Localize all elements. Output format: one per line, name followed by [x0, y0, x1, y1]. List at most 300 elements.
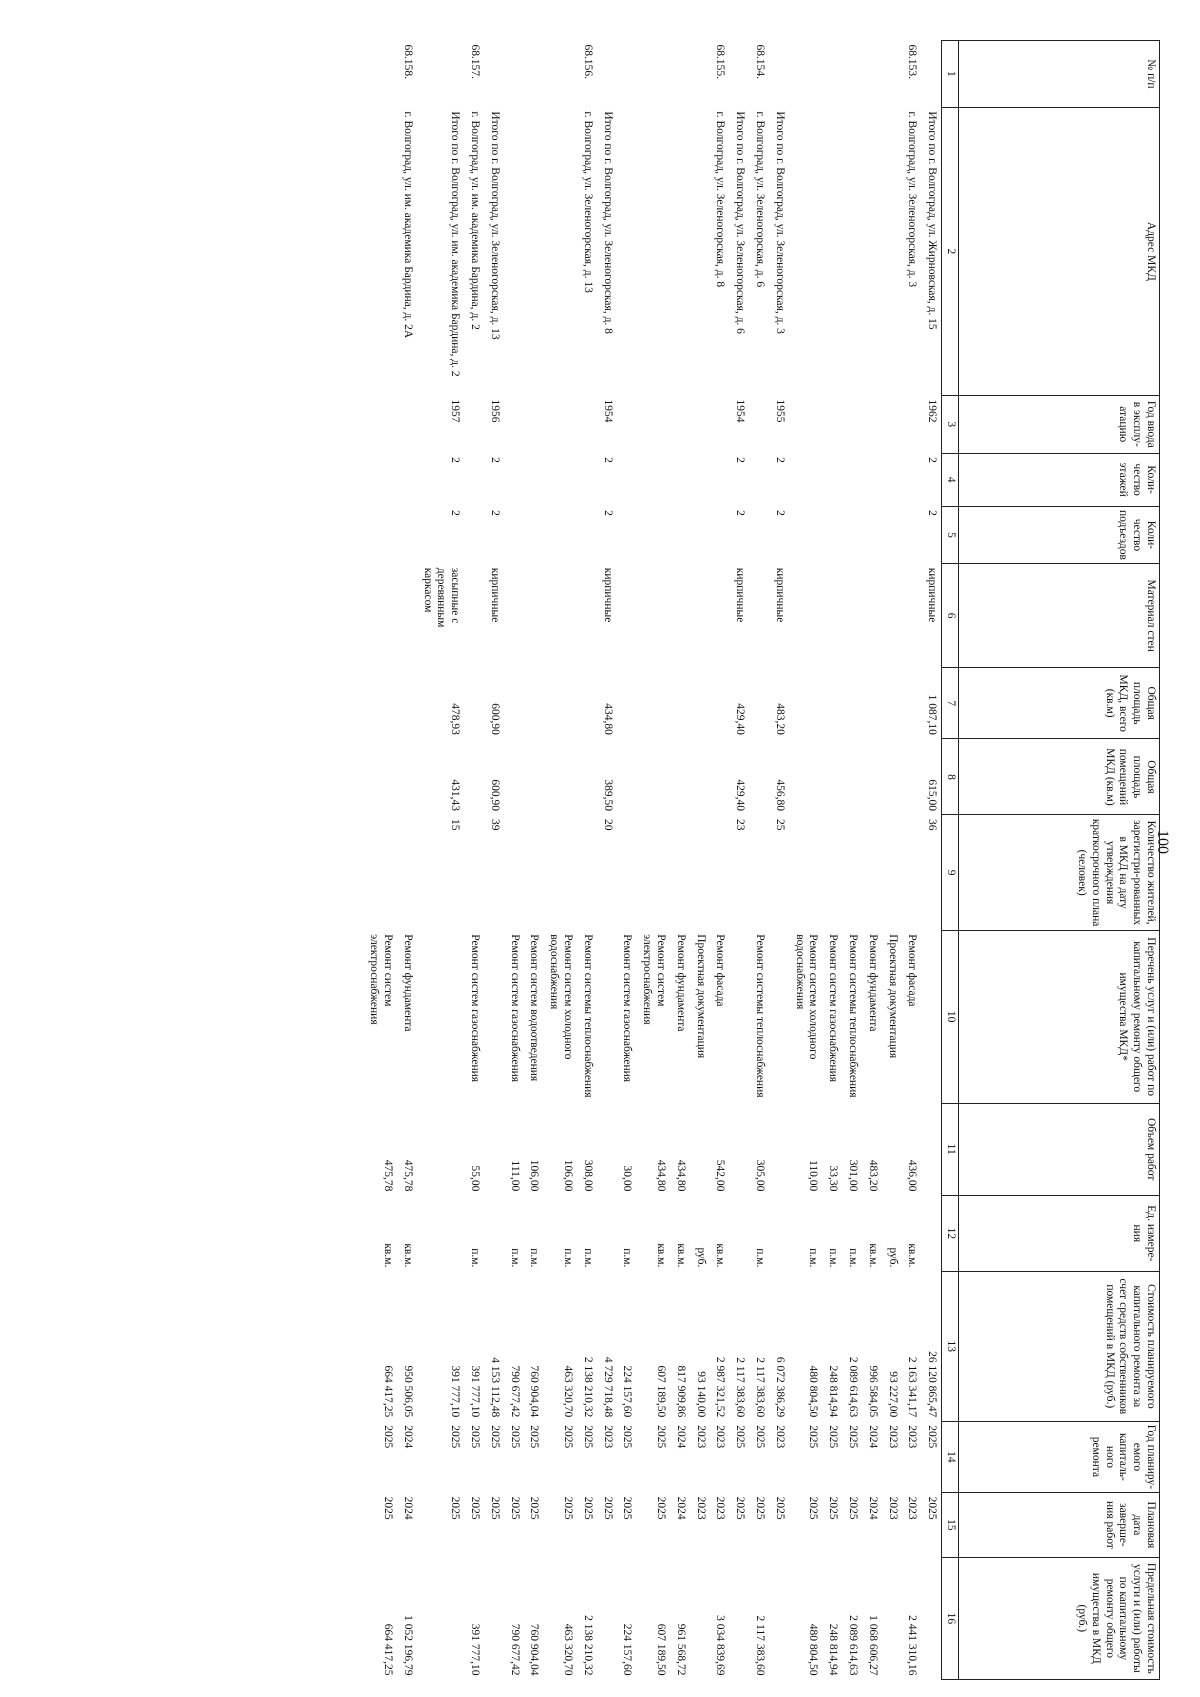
total-area	[882, 667, 902, 738]
wall-material	[504, 564, 524, 668]
residents-count	[636, 815, 670, 930]
planned-year: 2025	[488, 1425, 501, 1449]
work-volume: 111,00	[508, 1160, 521, 1192]
max-cost: 2 138 210,32	[581, 1615, 594, 1676]
row-number	[690, 41, 710, 108]
residents-count: 23	[734, 818, 747, 831]
max-cost: 248 814,94	[827, 1623, 840, 1676]
completion-date: 2024	[401, 1496, 414, 1520]
total-area: 483,20	[773, 703, 786, 735]
premises-area	[504, 739, 524, 815]
planned-cost: 2 987 321,52	[714, 1356, 727, 1418]
planned-year: 2025	[926, 1425, 939, 1449]
row-number	[789, 41, 823, 108]
year-built	[789, 395, 823, 453]
completion-date: 2025	[508, 1496, 521, 1520]
row-number	[822, 41, 842, 108]
total-row	[597, 41, 617, 1680]
max-cost: 2 441 310,16	[906, 1615, 919, 1676]
premises-area: 431,43	[449, 779, 462, 811]
planned-year: 2025	[508, 1425, 521, 1449]
row-number: 68.156.	[581, 44, 594, 79]
entrances-count	[524, 506, 544, 564]
planned-cost: 480 804,50	[807, 1365, 820, 1418]
column-number: 8	[942, 739, 959, 815]
work-volume: 110,00	[807, 1160, 820, 1192]
column-number: 5	[942, 506, 959, 564]
completion-date: 2025	[655, 1496, 668, 1520]
residents-count	[749, 815, 769, 930]
work-type: Ремонт фундамента	[401, 934, 414, 1032]
max-cost	[597, 1557, 617, 1679]
work-volume: 475,78	[382, 1159, 395, 1192]
year-built	[364, 395, 398, 453]
premises-area	[690, 739, 710, 815]
wall-material	[397, 564, 417, 668]
premises-area	[524, 739, 544, 815]
work-volume	[597, 1103, 617, 1195]
address: Итого по г. Волгоград, ул. Зеленогорская, д. 6	[734, 111, 747, 334]
column-number: 12	[942, 1195, 959, 1271]
residents-count	[902, 815, 922, 930]
completion-date: 2025	[528, 1496, 541, 1520]
table-row	[577, 41, 597, 1680]
premises-area	[882, 739, 902, 815]
year-built	[524, 395, 544, 453]
floors-count	[543, 453, 577, 506]
planned-cost: 6 072 386,29	[773, 1356, 786, 1418]
work-volume: 106,00	[528, 1159, 541, 1192]
floors-count	[822, 453, 842, 506]
residents-count	[524, 815, 544, 930]
floors-count	[749, 453, 769, 506]
column-header: Предельная стоимость услуги и (или) работы по капитальному ремонту общего имущества в МКД (руб.)	[959, 1557, 1160, 1679]
table-row	[690, 41, 710, 1680]
unit: п.м.	[562, 1248, 575, 1268]
year-built	[670, 395, 690, 453]
total-area	[710, 667, 730, 738]
planned-year: 2023	[601, 1425, 614, 1449]
work-volume	[729, 1103, 749, 1195]
row-number: 68.153.	[906, 44, 919, 79]
wall-material	[617, 564, 637, 668]
row-number: 68.154.	[754, 44, 767, 79]
wall-material	[543, 564, 577, 668]
total-area	[636, 667, 670, 738]
work-type	[417, 930, 464, 1103]
column-header: Стоимость планируемого капитального ремонта за счет средств собственников помещений в МКД (руб.)	[959, 1271, 1160, 1421]
address: Итого по г. Волгоград, ул. Зеленогорская, д. 3	[773, 111, 786, 334]
planned-cost: 93 140,00	[694, 1371, 707, 1418]
address	[364, 107, 398, 395]
floors-count	[670, 453, 690, 506]
floors-count	[464, 453, 484, 506]
planned-year: 2023	[773, 1425, 786, 1449]
table-row	[464, 41, 484, 1680]
table-row	[862, 41, 882, 1680]
unit: п.м.	[621, 1248, 634, 1268]
unit: кв.м.	[866, 1243, 879, 1268]
entrances-count	[504, 506, 524, 564]
entrances-count: 2	[773, 510, 786, 516]
wall-material	[822, 564, 842, 668]
work-type: Ремонт системы теплоснабжения	[581, 934, 594, 1098]
entrances-count: 2	[734, 510, 747, 516]
column-number: 7	[942, 667, 959, 738]
address	[524, 107, 544, 395]
repair-plan-table	[364, 40, 1161, 1680]
premises-area: 600,90	[488, 779, 501, 811]
wall-material: кирпичные	[601, 567, 614, 623]
residents-count: 36	[926, 818, 939, 831]
work-type: Ремонт системы теплоснабжения	[754, 934, 767, 1098]
work-volume: 305,00	[754, 1159, 767, 1192]
premises-area	[749, 739, 769, 815]
year-built: 1962	[926, 399, 939, 423]
column-number: 4	[942, 453, 959, 506]
planned-cost: 996 584,05	[866, 1365, 879, 1418]
wall-material	[464, 564, 484, 668]
completion-date: 2025	[807, 1496, 820, 1520]
year-built: 1954	[601, 399, 614, 423]
entrances-count: 2	[449, 510, 462, 516]
year-built	[577, 395, 597, 453]
completion-date: 2025	[562, 1496, 575, 1520]
completion-date: 2025	[734, 1496, 747, 1520]
table-row	[710, 41, 730, 1680]
row-number	[617, 41, 637, 108]
unit: кв.м.	[401, 1243, 414, 1268]
wall-material	[749, 564, 769, 668]
completion-date: 2023	[694, 1496, 707, 1520]
work-type: Ремонт систем холодного водоснабжения	[548, 934, 575, 1060]
premises-area	[842, 739, 862, 815]
work-type: Ремонт систем газоснабжения	[621, 934, 634, 1083]
table-row	[504, 41, 524, 1680]
table-row	[789, 41, 823, 1680]
unit	[417, 1195, 464, 1271]
work-volume: 55,00	[469, 1165, 482, 1192]
planned-year: 2024	[866, 1425, 879, 1449]
premises-area	[543, 739, 577, 815]
work-type: Ремонт систем холодного водоснабжения	[793, 934, 820, 1060]
unit: руб.	[886, 1247, 899, 1268]
floors-count	[862, 453, 882, 506]
floors-count	[842, 453, 862, 506]
work-type	[484, 930, 504, 1103]
unit: п.м.	[754, 1248, 767, 1268]
completion-date: 2025	[601, 1496, 614, 1520]
total-area	[504, 667, 524, 738]
premises-area	[636, 739, 670, 815]
unit: руб.	[694, 1247, 707, 1268]
column-header: Коли-чество подъездов	[959, 506, 1160, 564]
planned-cost: 2 163 341,17	[906, 1356, 919, 1418]
entrances-count	[364, 506, 398, 564]
year-built: 1955	[773, 399, 786, 423]
wall-material	[789, 564, 823, 668]
total-area	[862, 667, 882, 738]
year-built	[749, 395, 769, 453]
column-header: Ед. измере-ния	[959, 1195, 1160, 1271]
entrances-count	[690, 506, 710, 564]
planned-cost: 4 153 112,48	[488, 1357, 501, 1418]
planned-cost: 224 157,60	[621, 1365, 634, 1418]
address: Итого по г. Волгоград, ул. Жирновская, д. 15	[926, 111, 939, 330]
planned-year: 2023	[906, 1425, 919, 1449]
planned-year: 2025	[382, 1425, 395, 1449]
unit: п.м.	[581, 1248, 594, 1268]
work-volume	[882, 1103, 902, 1195]
planned-cost: 2 117 383,60	[754, 1357, 767, 1418]
planned-year: 2025	[847, 1425, 860, 1449]
planned-cost: 607 189,50	[655, 1365, 668, 1418]
work-volume	[417, 1103, 464, 1195]
wall-material	[710, 564, 730, 668]
planned-cost: 26 120 865,47	[926, 1351, 939, 1418]
year-built	[617, 395, 637, 453]
column-header: Объем работ	[959, 1103, 1160, 1195]
planned-year: 2024	[401, 1425, 414, 1449]
row-number: 68.158.	[401, 44, 414, 79]
total-area: 478,93	[449, 703, 462, 735]
premises-area: 456,80	[773, 779, 786, 811]
work-type: Ремонт фасада	[714, 934, 727, 1007]
unit: п.м.	[528, 1248, 541, 1268]
premises-area	[617, 739, 637, 815]
year-built	[710, 395, 730, 453]
planned-year: 2025	[655, 1425, 668, 1449]
completion-date: 2023	[886, 1496, 899, 1520]
address: г. Волгоград, ул. Зеленогорская, д. 6	[754, 111, 767, 288]
address	[670, 107, 690, 395]
total-area: 1 087,10	[926, 694, 939, 735]
year-built	[504, 395, 524, 453]
total-row	[484, 41, 504, 1680]
column-header: Коли-чество этажей	[959, 453, 1160, 506]
row-number	[484, 41, 504, 108]
floors-count	[690, 453, 710, 506]
work-type: Проектная документация	[694, 934, 707, 1059]
address	[789, 107, 823, 395]
floors-count	[397, 453, 417, 506]
entrances-count	[749, 506, 769, 564]
max-cost: 224 157,60	[621, 1623, 634, 1676]
address: г. Волгоград, ул. им. академика Бардина, д. 2А	[401, 111, 414, 339]
max-cost: 391 777,10	[469, 1623, 482, 1676]
max-cost: 607 189,50	[655, 1623, 668, 1676]
address: Итого по г. Волгоград, ул. Зеленогорская, д. 8	[601, 111, 614, 334]
residents-count	[789, 815, 823, 930]
premises-area	[670, 739, 690, 815]
rotated-sheet	[50, 40, 1170, 1680]
table-row	[902, 41, 922, 1680]
table-row	[822, 41, 842, 1680]
total-area: 434,80	[601, 703, 614, 735]
unit: кв.м.	[906, 1243, 919, 1268]
premises-area	[464, 739, 484, 815]
planned-cost: 790 677,42	[508, 1365, 521, 1418]
residents-count	[862, 815, 882, 930]
work-volume	[690, 1103, 710, 1195]
work-type	[769, 930, 789, 1103]
work-volume: 434,80	[674, 1159, 687, 1192]
premises-area	[364, 739, 398, 815]
unit	[484, 1195, 504, 1271]
address: г. Волгоград, ул. Зеленогорская, д. 8	[714, 111, 727, 288]
premises-area: 615,00	[926, 779, 939, 811]
table-row	[842, 41, 862, 1680]
planned-cost: 4 729 718,48	[601, 1356, 614, 1418]
total-area	[822, 667, 842, 738]
column-number: 10	[942, 930, 959, 1103]
year-built	[397, 395, 417, 453]
year-built	[862, 395, 882, 453]
work-volume: 475,78	[401, 1159, 414, 1192]
entrances-count: 2	[926, 510, 939, 516]
column-number: 9	[942, 815, 959, 930]
column-header: Плановая дата заверше-ния работ	[959, 1493, 1160, 1558]
year-built	[822, 395, 842, 453]
row-number	[636, 41, 670, 108]
unit: кв.м.	[674, 1243, 687, 1268]
entrances-count	[543, 506, 577, 564]
floors-count: 2	[601, 457, 614, 463]
work-volume: 301,00	[847, 1159, 860, 1192]
work-type: Ремонт систем электроснабжения	[641, 934, 668, 1025]
table-row	[882, 41, 902, 1680]
completion-date: 2025	[847, 1496, 860, 1520]
residents-count	[397, 815, 417, 930]
page-number: 100	[1154, 830, 1171, 854]
row-number	[921, 41, 941, 108]
column-header: Материал стен	[959, 564, 1160, 668]
floors-count	[577, 453, 597, 506]
row-number	[364, 41, 398, 108]
work-type: Ремонт систем электроснабжения	[368, 934, 395, 1025]
total-area	[670, 667, 690, 738]
planned-year: 2025	[528, 1425, 541, 1449]
column-number: 1	[942, 41, 959, 108]
max-cost	[882, 1557, 902, 1679]
total-area	[364, 667, 398, 738]
address	[882, 107, 902, 395]
max-cost: 1 068 606,27	[866, 1615, 879, 1676]
column-number: 6	[942, 564, 959, 668]
table-row	[364, 41, 398, 1680]
entrances-count	[464, 506, 484, 564]
address: Итого по г. Волгоград, ул. Зеленогорская, д. 13	[488, 111, 501, 340]
premises-area: 389,50	[601, 779, 614, 811]
completion-date: 2025	[469, 1496, 482, 1520]
wall-material	[524, 564, 544, 668]
completion-date: 2023	[714, 1496, 727, 1520]
row-number	[862, 41, 882, 108]
planned-year: 2023	[694, 1425, 707, 1449]
premises-area	[710, 739, 730, 815]
column-header: Количество жителей, зарегистри-рованных в МКД на дату утверждения краткосрочного плана (человек)	[959, 815, 1160, 930]
max-cost: 664 417,25	[382, 1623, 395, 1676]
max-cost: 463 320,70	[562, 1623, 575, 1676]
planned-cost: 2 138 210,32	[581, 1356, 594, 1418]
wall-material: засыпные с деревянным каркасом	[421, 567, 462, 628]
residents-count	[842, 815, 862, 930]
work-volume: 308,00	[581, 1159, 594, 1192]
wall-material	[670, 564, 690, 668]
planned-cost: 950 506,05	[401, 1365, 414, 1418]
column-header: № п/п	[959, 41, 1160, 108]
premises-area	[862, 739, 882, 815]
residents-count	[710, 815, 730, 930]
table-row	[543, 41, 577, 1680]
entrances-count	[397, 506, 417, 564]
max-cost: 961 568,72	[674, 1623, 687, 1676]
row-number	[842, 41, 862, 108]
work-volume: 542,00	[714, 1159, 727, 1192]
year-built: 1954	[734, 399, 747, 423]
year-built	[690, 395, 710, 453]
entrances-count	[822, 506, 842, 564]
work-volume: 33,30	[827, 1165, 840, 1192]
work-type: Ремонт систем газоснабжения	[469, 934, 482, 1083]
table-row	[524, 41, 544, 1680]
planned-year: 2025	[754, 1425, 767, 1449]
year-built	[464, 395, 484, 453]
planned-year: 2024	[674, 1425, 687, 1449]
total-area	[464, 667, 484, 738]
address: г. Волгоград, ул. Зеленогорская, д. 3	[906, 111, 919, 288]
total-row	[729, 41, 749, 1680]
row-number	[504, 41, 524, 108]
row-number: 68.157.	[469, 44, 482, 79]
premises-area	[902, 739, 922, 815]
column-number: 16	[942, 1557, 959, 1679]
floors-count	[882, 453, 902, 506]
wall-material	[882, 564, 902, 668]
residents-count	[617, 815, 637, 930]
completion-date: 2025	[827, 1496, 840, 1520]
work-type: Ремонт систем газоснабжения	[827, 934, 840, 1083]
table-row	[636, 41, 670, 1680]
planned-cost: 817 909,86	[674, 1365, 687, 1418]
work-type: Ремонт систем водоотведения	[528, 934, 541, 1082]
completion-date: 2024	[866, 1496, 879, 1520]
unit: п.м.	[807, 1248, 820, 1268]
work-type: Ремонт системы теплоснабжения	[847, 934, 860, 1098]
floors-count: 2	[773, 457, 786, 463]
unit: п.м.	[469, 1248, 482, 1268]
address	[543, 107, 577, 395]
max-cost	[417, 1557, 464, 1679]
row-number	[417, 41, 464, 108]
address	[842, 107, 862, 395]
max-cost	[729, 1557, 749, 1679]
row-number	[769, 41, 789, 108]
total-area	[749, 667, 769, 738]
residents-count	[670, 815, 690, 930]
wall-material	[364, 564, 398, 668]
residents-count: 15	[449, 818, 462, 831]
column-number: 3	[942, 395, 959, 453]
column-number-row	[942, 41, 959, 1680]
planned-year: 2023	[886, 1425, 899, 1449]
entrances-count	[636, 506, 670, 564]
wall-material	[690, 564, 710, 668]
work-volume	[921, 1103, 941, 1195]
premises-area	[789, 739, 823, 815]
total-area	[690, 667, 710, 738]
total-area: 600,90	[488, 703, 501, 735]
